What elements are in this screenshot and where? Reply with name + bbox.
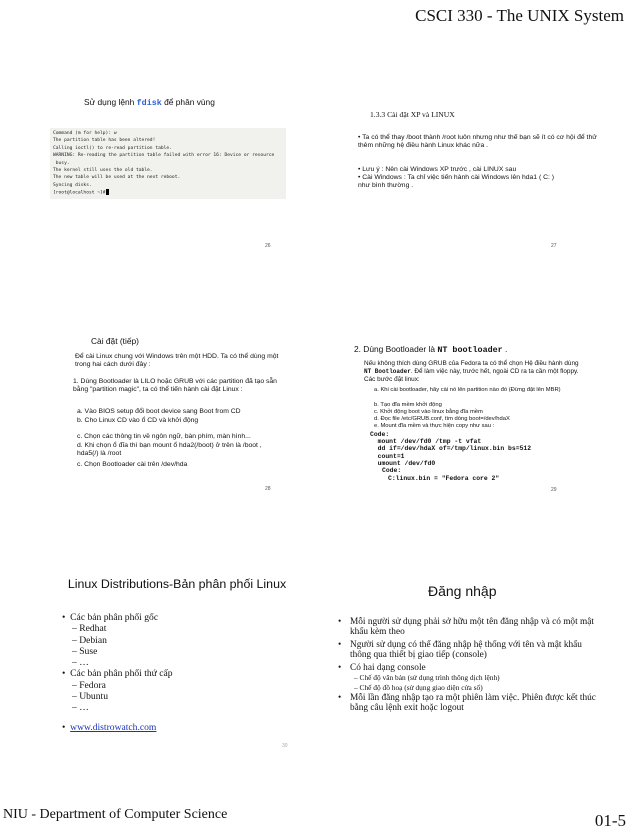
distribution-list (62, 612, 312, 733)
slide-31-title: Đăng nhập (428, 583, 497, 599)
page-number: 26 (265, 243, 271, 249)
code-line: C:linux.bin = "Fedora core 2" (388, 475, 500, 482)
distro-name: Fedora (79, 679, 106, 691)
console-type: Chế độ văn bản (sử dụng trình thông dịch lệnh) (359, 673, 500, 683)
terminal-line: Calling ioctl() to re-read partition table. (53, 145, 172, 151)
slide-29-step: b. Tạo đĩa mềm khởi động (374, 402, 442, 408)
footer-page-number: 01-5 (594, 811, 626, 830)
department: NIU - Department of Computer Science (3, 807, 228, 822)
fdisk-command: fdisk (136, 98, 162, 108)
slide-27-bullet: • Cài Windows : Ta chỉ việc tiến hành cài Windows lên hda1 ( C: ) như bình thường . (358, 174, 555, 190)
title-prefix: Sử dụng lệnh (84, 97, 135, 107)
console-type: Chế độ đồ hoạ (sử dụng giao diện cửa sổ) (359, 683, 483, 693)
list-item: – Redhat (72, 623, 107, 635)
distro-name: … (79, 702, 89, 714)
terminal-line: The kernel still uses the old table. (53, 168, 153, 174)
list-item: – Fedora (72, 679, 106, 691)
code-label: Code: (382, 467, 402, 474)
slide-29-step: c. Khởi động boot vào linux bằng đĩa mềm (374, 409, 483, 415)
cursor-icon (106, 189, 109, 195)
slide-28-step: a. Vào BIOS setup đổi boot device sang Boot from CD (77, 408, 241, 415)
distro-name: Debian (79, 634, 107, 646)
list-item: • Người sử dụng có thể đăng nhập hệ thống với tên và mật khẩu thông qua thiết bị giao tiếp (console) (338, 640, 600, 661)
page-number: 30 (282, 743, 288, 749)
distro-name: Redhat (79, 623, 107, 635)
login-list (338, 617, 600, 714)
derived-label: Các bản phân phối thứ cấp (70, 668, 173, 680)
list-item: – Chế độ văn bản (sử dụng trình thông dịch lệnh) (354, 673, 500, 683)
terminal-line: Syncing disks. (53, 182, 92, 188)
slide-28-step: d. Khi chọn ổ đĩa thì bạn mount ổ hda2(/boot) ở trên là /boot , hda5(/) là /root (77, 442, 262, 458)
list-heading: • www.distrowatch.com (62, 721, 157, 733)
nt-bootloader-command: NT bootloader (437, 345, 503, 355)
page-number: 28 (265, 486, 271, 492)
distrowatch-link[interactable]: www.distrowatch.com (70, 721, 157, 733)
title-prefix: 2. Dùng Bootloader là (354, 344, 436, 354)
title-suffix: . (505, 344, 508, 354)
slide-28 (40, 274, 328, 500)
slide-29-step: e. Mount đĩa mềm và thực hiện copy như sau : (374, 423, 495, 429)
list-item: – … (72, 702, 89, 714)
list-item: • Có hai dạng console (338, 662, 426, 673)
intro-command: NT Bootloader (364, 367, 411, 375)
slide-28-intro: Để cài Linux chung với Windows trên một HDD. Ta có thể dùng một trong hai cách dưới đây : (75, 353, 279, 369)
bullet-text: Người sử dụng có thể đăng nhập hệ thống với tên và mật khẩu thông qua thiết bị giao tiếp (console) (350, 639, 582, 661)
original-label: Các bản phân phối gốc (70, 612, 159, 623)
slide-27-bullet: • Lưu ý : Nên cài Windows XP trước , cài LINUX sau (358, 166, 517, 173)
slide-27-bullet: • Ta có thể thay /boot thành /root luôn nhưng như thế bạn sẽ ít có cơ hội để thử thêm những hệ điều hành Linux khác nữa . (358, 134, 597, 150)
slide-29 (330, 274, 618, 500)
distro-name: Ubuntu (79, 691, 108, 703)
slide-28-title: Cài đặt (tiếp) (91, 336, 139, 346)
terminal-line: busy. (53, 160, 70, 166)
slide-30-title: Linux Distributions-Bản phân phối Linux (67, 577, 287, 591)
slide-29-title (354, 344, 507, 355)
list-item: • Mỗi lần đăng nhập tạo ra một phiên làm việc. Phiên được kết thúc bằng câu lệnh exit hoặc logout (338, 693, 600, 714)
terminal-prompt: [root@localhost ~]# (53, 190, 106, 196)
slide-30 (40, 566, 328, 766)
slide-31 (330, 566, 618, 766)
intro-text: Nếu không thích dùng GRUB của Fedora ta có thể chọn Hệ điều hành dùng (364, 360, 579, 367)
distro-name: Suse (79, 645, 98, 657)
list-item: – Suse (72, 645, 98, 657)
terminal-line: The new table will be used at the next reboot. (53, 175, 181, 181)
page-number: 27 (551, 243, 557, 249)
course-title: CSCI 330 - The UNIX System (415, 6, 624, 25)
list-item: – … (72, 657, 89, 669)
slide-26-title (84, 98, 215, 107)
terminal-line: WARNING: Re-reading the partition table failed with error 16: Device or resource (53, 153, 275, 159)
title-suffix: để phân vùng (164, 97, 215, 107)
page-number: 29 (551, 487, 557, 493)
list-item: • Mỗi người sử dụng phải sở hữu một tên đăng nhập và có một mật khẩu kèm theo (338, 617, 600, 638)
slide-27 (330, 30, 618, 256)
list-item: – Ubuntu (72, 691, 108, 703)
bullet-text: Có hai dạng console (350, 662, 426, 673)
list-heading: • Các bản phân phối thứ cấp (62, 668, 173, 680)
slide-28-step: c. Chọn các thông tin về ngôn ngữ, bàn phím, màn hình... (77, 433, 251, 440)
bullet-text: Mỗi lần đăng nhập tạo ra một phiên làm việc. Phiên được kết thúc bằng câu lệnh exit hoặc logout (350, 693, 596, 714)
list-item: – Chế độ đồ hoạ (sử dụng giao diện cửa sổ) (354, 683, 483, 693)
bullet-text: Mỗi người sử dụng phải sở hữu một tên đăng nhập và có một mật khẩu kèm theo (350, 617, 594, 638)
intro-text: . Để làm việc này, trước hết, ngoài CD ra ta cần một floppy. Các bước đặt linux: (364, 367, 579, 383)
list-item: – Debian (72, 634, 107, 646)
slide-28-method: 1. Dùng Bootloader là LILO hoặc GRUB với các partition đã tạo sẵn bằng "partition magic", ta có thể tiến hành cài đặt Linux : (73, 378, 277, 394)
slide-28-step: c. Chọn Bootloader cài trên /dev/hda (77, 461, 188, 468)
slide-29-step: a. Khi cài bootloader, hãy cài nó lên partition nào đó (Đừng đặt lên MBR) (374, 387, 561, 393)
terminal-output (50, 128, 286, 199)
terminal-line: The partition table has been altered! (53, 138, 156, 144)
slide-29-step: d. Đọc file /etc/GRUB.conf, tìm dòng boot=/dev/hdaX (374, 416, 510, 422)
distro-name: … (79, 657, 89, 669)
terminal-line: Command (m for help): w (53, 131, 117, 136)
list-heading: • Các bản phân phối gốc (62, 612, 159, 623)
code-block: Code: mount /dev/fd0 /tmp -t vfat dd if=/dev/hdaX of=/tmp/linux.bin bs=512 count=1 umount /dev/fd0 (370, 431, 532, 467)
slide-29-intro (364, 360, 586, 384)
slide-28-step: b. Cho Linux CD vào ổ CD và khởi động (77, 417, 199, 424)
slide-27-title: 1.3.3 Cài đặt XP và LINUX (370, 110, 455, 119)
